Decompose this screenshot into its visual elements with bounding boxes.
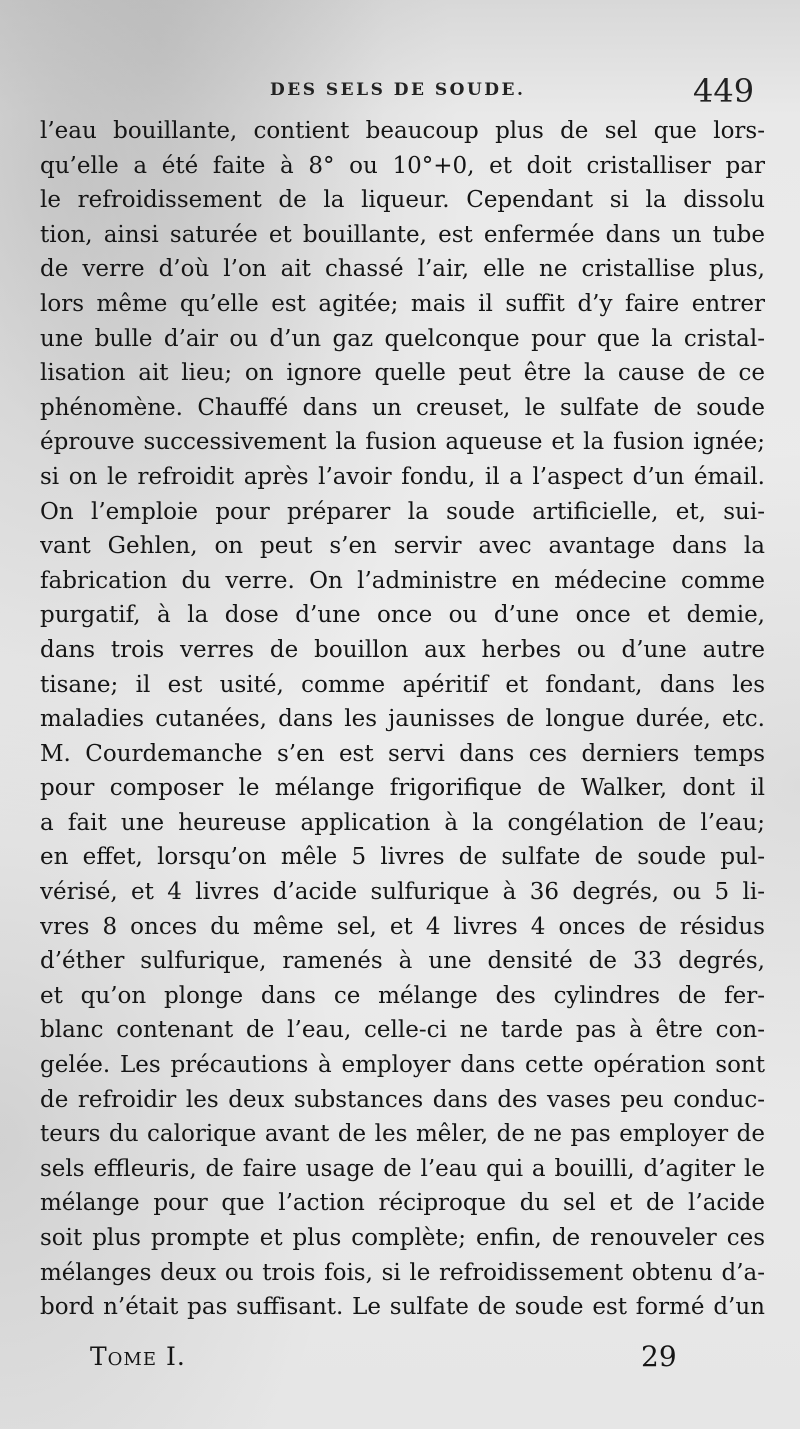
text-line: purgatif, à la dose d’une once ou d’une once et demie, bbox=[40, 602, 765, 629]
body-text bbox=[40, 114, 765, 1325]
text-line: a fait une heureuse application à la congélation de l’eau; bbox=[40, 809, 765, 836]
text-line: pour composer le mélange frigorifique de Walker, dont il bbox=[40, 775, 765, 802]
text-line: gelée. Les précautions à employer dans cette opération sont bbox=[40, 1052, 765, 1079]
text-line: tion, ainsi saturée et bouillante, est enfermée dans un tube bbox=[40, 221, 765, 248]
text-line: de refroidir les deux substances dans des vases peu conduc- bbox=[40, 1086, 765, 1113]
text-line: tisane; il est usité, comme apéritif et fondant, dans les bbox=[40, 671, 765, 698]
text-line: et qu’on plonge dans ce mélange des cylindres de fer- bbox=[40, 982, 765, 1009]
text-line: mélanges deux ou trois fois, si le refroidissement obtenu d’a- bbox=[40, 1259, 765, 1286]
text-line: le refroidissement de la liqueur. Cependant si la dissolu bbox=[40, 187, 765, 214]
signature-mark: 29 bbox=[641, 1340, 677, 1373]
text-line: sels effleuris, de faire usage de l’eau qui a bouilli, d’agiter le bbox=[40, 1155, 765, 1182]
text-line: une bulle d’air ou d’un gaz quelconque pour que la cristal- bbox=[40, 325, 765, 352]
text-line: d’éther sulfurique, ramenés à une densité de 33 degrés, bbox=[40, 948, 765, 975]
running-title: DES SELS DE SOUDE. bbox=[270, 80, 526, 100]
page-number: 449 bbox=[693, 72, 755, 110]
text-line: si on le refroidit après l’avoir fondu, il a l’aspect d’un émail. bbox=[40, 463, 765, 490]
text-line: maladies cutanées, dans les jaunisses de longue durée, etc. bbox=[40, 706, 765, 733]
text-line: mélange pour que l’action réciproque du sel et de l’acide bbox=[40, 1190, 765, 1217]
text-line: qu’elle a été faite à 8° ou 10°+0, et doit cristalliser par bbox=[40, 152, 765, 179]
text-line: vant Gehlen, on peut s’en servir avec avantage dans la bbox=[40, 533, 765, 560]
page-header bbox=[0, 72, 800, 112]
text-line: l’eau bouillante, contient beaucoup plus de sel que lors- bbox=[40, 118, 765, 144]
text-line: M. Courdemanche s’en est servi dans ces derniers temps bbox=[40, 740, 765, 767]
page-footer bbox=[0, 1338, 800, 1388]
text-line: dans trois verres de bouillon aux herbes ou d’une autre bbox=[40, 636, 765, 663]
text-line: soit plus prompte et plus complète; enfin, de renouveler ces bbox=[40, 1225, 765, 1251]
text-line: phénomène. Chauffé dans un creuset, le sulfate de soude bbox=[40, 394, 765, 421]
text-line: vérisé, et 4 livres d’acide sulfurique à 36 degrés, ou 5 li- bbox=[40, 879, 765, 906]
volume-label: Tome I. bbox=[90, 1342, 186, 1371]
text-line: blanc contenant de l’eau, celle-ci ne tarde pas à être con- bbox=[40, 1017, 765, 1044]
text-line: vres 8 onces du même sel, et 4 livres 4 onces de résidus bbox=[40, 913, 765, 940]
text-line: de verre d’où l’on ait chassé l’air, elle ne cristallise plus, bbox=[40, 256, 765, 283]
text-line: lors même qu’elle est agitée; mais il suffit d’y faire entrer bbox=[40, 290, 765, 317]
text-line: fabrication du verre. On l’administre en médecine comme bbox=[40, 567, 765, 594]
text-line: On l’emploie pour préparer la soude artificielle, et, sui- bbox=[40, 498, 765, 525]
text-line: éprouve successivement la fusion aqueuse et la fusion ignée; bbox=[40, 429, 765, 456]
text-line: en effet, lorsqu’on mêle 5 livres de sulfate de soude pul- bbox=[40, 844, 765, 871]
text-line: lisation ait lieu; on ignore quelle peut être la cause de ce bbox=[40, 360, 765, 387]
text-line: teurs du calorique avant de les mêler, de ne pas employer de bbox=[40, 1121, 765, 1148]
text-line: bord n’était pas suffisant. Le sulfate de soude est formé d’un bbox=[40, 1294, 765, 1321]
